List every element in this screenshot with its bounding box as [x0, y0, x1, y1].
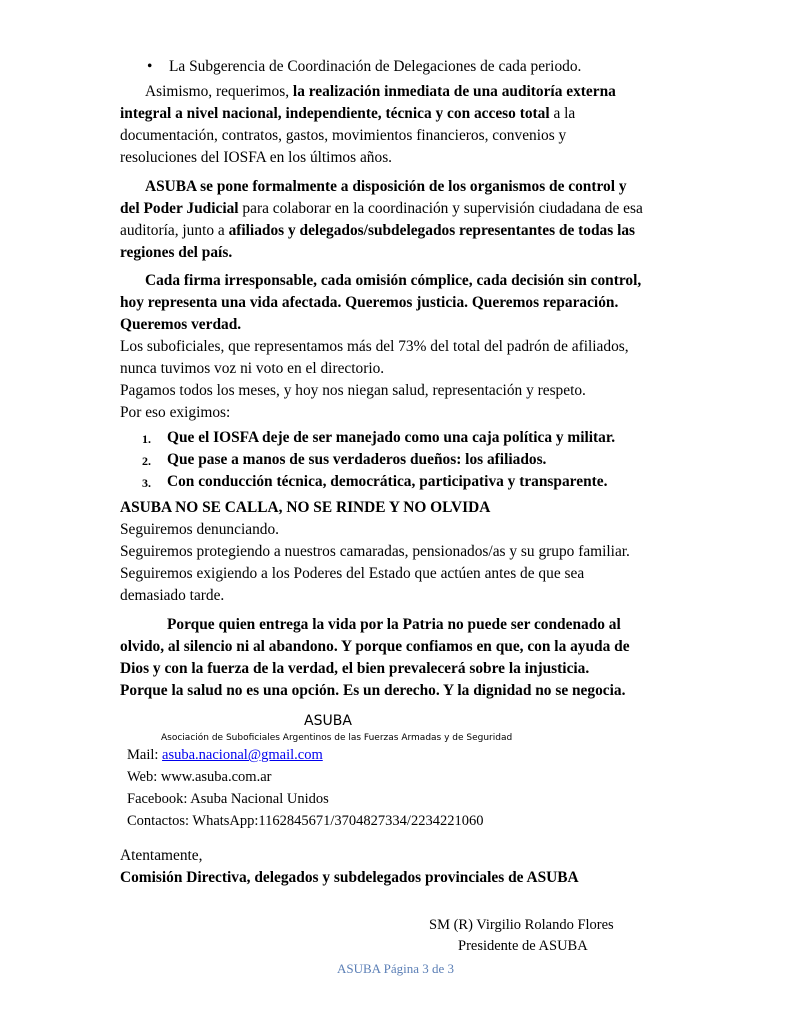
- section-heading: ASUBA NO SE CALLA, NO SE RINDE Y NO OLVIDA: [120, 499, 491, 516]
- signers: Comisión Directiva, delegados y subdelegados provinciales de ASUBA: [120, 869, 579, 886]
- bold-span: del Poder Judicial: [120, 200, 239, 217]
- closing: [120, 845, 579, 889]
- bold-line: Porque quien entrega la vida por la Patria no puede ser condenado al: [167, 616, 621, 633]
- phones-row: Contactos: WhatsApp:1162845671/3704827334/2234221060: [127, 813, 484, 829]
- paragraph-suboficiales: [120, 336, 700, 424]
- signer-name: SM (R) Virgilio Rolando Flores: [429, 917, 614, 933]
- text-span: Asimismo, requerimos,: [145, 83, 293, 100]
- contact-info: [127, 744, 483, 832]
- bold-span: la realización inmediata de una auditoría externa: [292, 83, 616, 100]
- signer-role: Presidente de ASUBA: [458, 938, 588, 954]
- list-item-text: Que el IOSFA deje de ser manejado como una caja política y militar.: [167, 429, 616, 446]
- mail-row: [127, 744, 483, 766]
- list-item-text: Con conducción técnica, democrática, participativa y transparente.: [167, 473, 608, 490]
- list-number: 2.: [142, 454, 151, 468]
- bold-span: afiliados y delegados/subdelegados representantes de todas las: [228, 222, 636, 239]
- paragraph-availability: [120, 176, 700, 264]
- bullet-dot-icon: •: [147, 58, 153, 75]
- list-number: 1.: [142, 432, 151, 446]
- list-number: 3.: [142, 476, 151, 490]
- text-line: Seguiremos denunciando.: [120, 521, 280, 538]
- paragraph-conclusion: [120, 614, 700, 702]
- text-line: resoluciones del IOSFA en los últimos años.: [120, 149, 393, 166]
- bold-line: Cada firma irresponsable, cada omisión cómplice, cada decisión sin control,: [145, 272, 642, 289]
- list-item-text: Que pase a manos de sus verdaderos dueños: los afiliados.: [167, 451, 547, 468]
- email-link[interactable]: asuba.nacional@gmail.com: [162, 747, 323, 763]
- bold-line: olvido, al silencio ni al abandono. Y porque confiamos en que, con la ayuda de: [120, 638, 630, 655]
- organization-name: ASUBA: [304, 713, 352, 729]
- paragraph-no-se-calla: [120, 497, 700, 607]
- text-span: auditoría, junto a: [120, 222, 229, 239]
- text-line: Los suboficiales, que representamos más del 73% del total del padrón de afiliados,: [120, 338, 629, 355]
- web-row: Web: www.asuba.com.ar: [127, 769, 272, 785]
- bold-span: integral a nivel nacional, independiente, técnica y con acceso total: [120, 105, 550, 122]
- bold-line: Porque la salud no es una opción. Es un derecho. Y la dignidad no se negocia.: [120, 682, 626, 699]
- mail-label: Mail:: [127, 747, 163, 763]
- text-line: demasiado tarde.: [120, 587, 225, 604]
- text-line: nunca tuvimos voz ni voto en el directorio.: [120, 360, 385, 377]
- page-footer: ASUBA Página 3 de 3: [337, 961, 454, 976]
- text-line: documentación, contratos, gastos, movimientos financieros, convenios y: [120, 127, 567, 144]
- signer-block: [429, 915, 614, 957]
- greeting: Atentamente,: [120, 847, 203, 864]
- paragraph-audit-request: [120, 81, 700, 169]
- bullet-text: La Subgerencia de Coordinación de Delegaciones de cada periodo.: [169, 58, 582, 75]
- bold-line: hoy representa una vida afectada. Queremos justicia. Queremos reparación.: [120, 294, 619, 311]
- facebook-row: Facebook: Asuba Nacional Unidos: [127, 791, 329, 807]
- bold-line: Dios y con la fuerza de la verdad, el bien prevalecerá sobre la injusticia.: [120, 660, 590, 677]
- paragraph-justice: [120, 270, 700, 336]
- text-line: Seguiremos protegiendo a nuestros camaradas, pensionados/as y su grupo familiar.: [120, 543, 630, 560]
- organization-full-name: Asociación de Suboficiales Argentinos de las Fuerzas Armadas y de Seguridad: [161, 733, 513, 743]
- text-span: para colaborar en la coordinación y supervisión ciudadana de esa: [238, 200, 643, 217]
- bold-line: Queremos verdad.: [120, 316, 242, 333]
- bold-span: regiones del país.: [120, 244, 233, 261]
- text-line: Por eso exigimos:: [120, 404, 231, 421]
- bold-span: ASUBA se pone formalmente a disposición de los organismos de control y: [145, 178, 627, 195]
- text-line: Seguiremos exigiendo a los Poderes del Estado que actúen antes de que sea: [120, 565, 585, 582]
- text-line: Pagamos todos los meses, y hoy nos niegan salud, representación y respeto.: [120, 382, 586, 399]
- text-span: a la: [549, 105, 576, 122]
